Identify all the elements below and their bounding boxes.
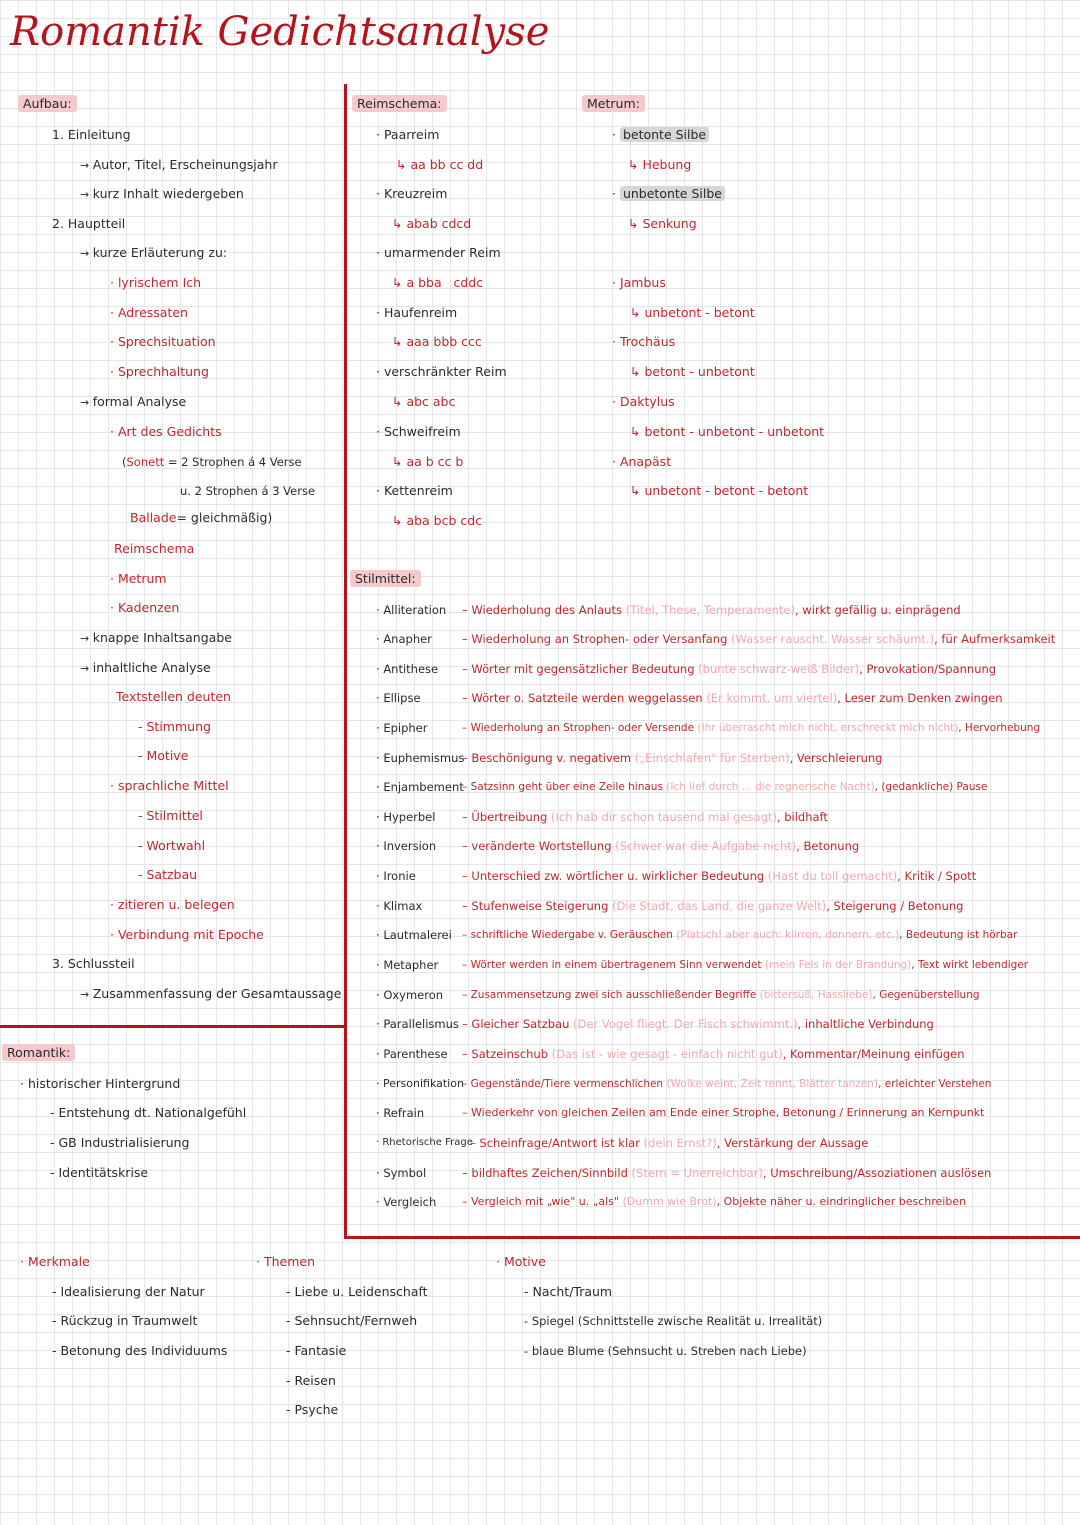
- reim-name: · umarmender Reim: [376, 245, 501, 260]
- stilmittel-def: – veränderte Wortstellung (Schwer war die Aufgabe nicht), Betonung: [462, 839, 860, 853]
- verbindung-label: · Verbindung mit Epoche: [110, 927, 264, 942]
- stilmittel-def: – Gegenstände/Tiere vermenschlichen (Wolke weint, Zeit rennt, Blätter tanzen), erleichter Verstehen: [462, 1078, 992, 1090]
- stilmittel-def: – Vergleich mit „wie" u. „als" (Dumm wie Brot), Objekte näher u. eindringlicher beschreiben: [462, 1195, 967, 1208]
- metrum-name: · Daktylus: [612, 394, 675, 409]
- merkmale-heading: · Merkmale: [20, 1254, 90, 1269]
- divider-vertical-main: [344, 84, 347, 1239]
- romantik-item: - GB Industrialisierung: [50, 1135, 190, 1150]
- stilmittel-name: · Ellipse: [376, 691, 421, 705]
- textstellen-item: - Stimmung: [138, 719, 211, 734]
- page-title: Romantik Gedichtsanalyse: [10, 9, 550, 55]
- stilmittel-name: · Ironie: [376, 869, 416, 883]
- stilmittel-def: – bildhaftes Zeichen/Sinnbild (Stern = Unerreichbar), Umschreibung/Assoziationen auslösen: [462, 1166, 992, 1180]
- schluss-label: 3. Schlussteil: [52, 956, 135, 971]
- reim-name: · Kreuzreim: [376, 186, 448, 201]
- reim-pattern: ↳ abc abc: [392, 394, 456, 409]
- metrum-hebung: ↳ Hebung: [628, 157, 692, 172]
- themen-item: - Sehnsucht/Fernweh: [286, 1313, 418, 1328]
- sprachlich-label: · sprachliche Mittel: [110, 778, 229, 793]
- stilmittel-name: · Inversion: [376, 839, 437, 853]
- merkmale-item: - Betonung des Individuums: [52, 1343, 228, 1358]
- stilmittel-name: · Hyperbel: [376, 810, 436, 824]
- stilmittel-name: · Oxymeron: [376, 988, 444, 1002]
- romantik-item: - Entstehung dt. Nationalgefühl: [50, 1105, 247, 1120]
- formal-label: → formal Analyse: [80, 394, 187, 409]
- stilmittel-def: – Satzsinn geht über eine Zeile hinaus (Ich lief durch ... die regnerische Nacht), (gedankliche) Pause: [462, 781, 988, 793]
- hauptteil-label: 2. Hauptteil: [52, 216, 126, 231]
- erlaeuterung-item: · lyrischem Ich: [110, 275, 202, 290]
- stilmittel-name: · Metapher: [376, 958, 439, 972]
- erlaeuterung-item: · Sprechsituation: [110, 334, 216, 349]
- reim-pattern: ↳ aa b cc b: [392, 454, 464, 469]
- stilmittel-def: – Zusammensetzung zwei sich ausschließender Begriffe (bittersüß, Hassliebe), Gegenüberstellung: [462, 989, 980, 1001]
- metrum-name: · Anapäst: [612, 454, 672, 469]
- reim-pattern: ↳ aa bb cc dd: [396, 157, 484, 172]
- stilmittel-def: – Stufenweise Steigerung (Die Stadt, das Land, die ganze Welt), Steigerung / Betonung: [462, 899, 964, 913]
- reim-pattern: ↳ a bba cddc: [392, 275, 484, 290]
- erlaeuterung-item: · Sprechhaltung: [110, 364, 209, 379]
- themen-item: - Fantasie: [286, 1343, 347, 1358]
- metrum-name: · Trochäus: [612, 334, 676, 349]
- sonett-line-2: u. 2 Strophen á 3 Verse: [180, 484, 316, 498]
- stilmittel-name: · Antithese: [376, 662, 439, 676]
- metrum-unbetont: · unbetonte Silbe: [612, 186, 725, 202]
- stilmittel-name: · Parallelismus: [376, 1017, 459, 1031]
- einleitung-item: → Autor, Titel, Erscheinungsjahr: [80, 157, 278, 172]
- stilmittel-name: · Rhetorische Frage: [376, 1137, 473, 1148]
- sprachlich-item: - Stilmittel: [138, 808, 203, 823]
- metrum-pattern: ↳ betont - unbetont - unbetont: [630, 424, 825, 439]
- metrum-pattern: ↳ unbetont - betont - betont: [630, 483, 809, 498]
- textstellen-item: - Motive: [138, 748, 189, 763]
- reimschema-heading: Reimschema:: [352, 96, 447, 112]
- divider-horizontal-left: [0, 1025, 346, 1028]
- stilmittel-def: – Übertreibung (Ich hab dir schon tausend mal gesagt), bildhaft: [462, 810, 828, 824]
- merkmale-item: - Rückzug in Traumwelt: [52, 1313, 198, 1328]
- stilmittel-def: – Wiederholung an Strophen- oder Versanfang (Wasser rauscht. Wasser schäumt.), für Aufmerksamkeit: [462, 632, 1056, 646]
- stilmittel-def: – Wörter o. Satzteile werden weggelassen (Er kommt. um viertel), Leser zum Denken zwingen: [462, 691, 1003, 705]
- knappe-label: → knappe Inhaltsangabe: [80, 630, 232, 645]
- motive-item: - Nacht/Traum: [524, 1284, 613, 1299]
- metrum-senkung: ↳ Senkung: [628, 216, 697, 231]
- stilmittel-name: · Klimax: [376, 899, 423, 913]
- themen-item: - Psyche: [286, 1402, 339, 1417]
- stilmittel-def: – Wörter werden in einem übertragenem Sinn verwendet (mein Fels in der Brandung), Text wirkt lebendiger: [462, 959, 1029, 971]
- reim-pattern: ↳ aba bcb cdc: [392, 513, 483, 528]
- metrum-betont: · betonte Silbe: [612, 127, 709, 143]
- stilmittel-name: · Personifikation: [376, 1077, 464, 1090]
- metrum-pattern: ↳ betont - unbetont: [630, 364, 755, 379]
- stilmittel-name: · Lautmalerei: [376, 928, 452, 942]
- stilmittel-name: · Symbol: [376, 1166, 427, 1180]
- merkmale-item: - Idealisierung der Natur: [52, 1284, 205, 1299]
- stilmittel-def: – Wiederkehr von gleichen Zeilen am Ende einer Strophe, Betonung / Erinnerung an Kernpunkt: [462, 1106, 985, 1119]
- metrum-pattern: ↳ unbetont - betont: [630, 305, 755, 320]
- zusammenfassung-label: → Zusammenfassung der Gesamtaussage: [80, 986, 342, 1001]
- stilmittel-name: · Refrain: [376, 1106, 425, 1120]
- erlaeuterung-item: · Adressaten: [110, 305, 188, 320]
- formal-item: Reimschema: [114, 541, 195, 556]
- stilmittel-name: · Epipher: [376, 721, 428, 735]
- einleitung-label: 1. Einleitung: [52, 127, 131, 142]
- stilmittel-def: – schriftliche Wiedergabe v. Geräuschen (Platsch! aber auch: klirren, donnern, etc.), Bedeutung ist hörbar: [462, 929, 1018, 941]
- ballade-line: Ballade= gleichmäßig): [130, 510, 273, 525]
- romantik-item: - Identitätskrise: [50, 1165, 149, 1180]
- reim-name: · Paarreim: [376, 127, 440, 142]
- stilmittel-name: · Alliteration: [376, 603, 447, 617]
- stilmittel-name: · Anapher: [376, 632, 432, 646]
- stilmittel-name: · Parenthese: [376, 1047, 448, 1061]
- stilmittel-def: – Wiederholung des Anlauts (Titel, These, Temperamente), wirkt gefällig u. einprägend: [462, 603, 961, 617]
- stilmittel-def: – Wörter mit gegensätzlicher Bedeutung (bunte schwarz-weiß Bilder), Provokation/Spannung: [462, 662, 997, 676]
- formal-item: · Metrum: [110, 571, 167, 586]
- stilmittel-def: – Unterschied zw. wörtlicher u. wirklicher Bedeutung (Hast du toll gemacht), Kritik / Spott: [462, 869, 977, 883]
- themen-item: - Liebe u. Leidenschaft: [286, 1284, 428, 1299]
- textstellen-label: Textstellen deuten: [116, 689, 231, 704]
- aufbau-heading: Aufbau:: [18, 96, 77, 112]
- reim-pattern: ↳ abab cdcd: [392, 216, 472, 231]
- reim-name: · verschränkter Reim: [376, 364, 507, 379]
- reim-pattern: ↳ aaa bbb ccc: [392, 334, 482, 349]
- reim-name: · Schweifreim: [376, 424, 461, 439]
- reim-name: · Haufenreim: [376, 305, 458, 320]
- romantik-heading: Romantik:: [2, 1045, 75, 1061]
- sprachlich-item: - Satzbau: [138, 867, 198, 882]
- metrum-heading: Metrum:: [582, 96, 645, 112]
- stilmittel-def: – Scheinfrage/Antwort ist klar (dein Ernst?), Verstärkung der Aussage: [470, 1136, 869, 1150]
- stilmittel-def: – Wiederholung an Strophen- oder Versende (Ihr überrascht mich nicht, erschreckt mich nicht), Hervorhebung: [462, 722, 1041, 734]
- romantik-hintergrund: · historischer Hintergrund: [20, 1076, 181, 1091]
- erlaeuterung-label: → kurze Erläuterung zu:: [80, 245, 228, 260]
- art-label: · Art des Gedichts: [110, 424, 222, 439]
- motive-item: - blaue Blume (Sehnsucht u. Streben nach Liebe): [524, 1344, 807, 1358]
- stilmittel-def: – Gleicher Satzbau (Der Vogel fliegt. Der Fisch schwimmt.), inhaltliche Verbindung: [462, 1017, 934, 1031]
- motive-item: - Spiegel (Schnittstelle zwische Realität u. Irrealität): [524, 1314, 823, 1328]
- metrum-name: · Jambus: [612, 275, 666, 290]
- stilmittel-def: – Beschönigung v. negativem („Einschlafen" für Sterben), Verschleierung: [462, 751, 883, 765]
- divider-horizontal-bottom: [344, 1236, 1080, 1239]
- formal-item: · Kadenzen: [110, 600, 180, 615]
- einleitung-item: → kurz Inhalt wiedergeben: [80, 186, 244, 201]
- stilmittel-def: – Satzeinschub (Das ist - wie gesagt - einfach nicht gut), Kommentar/Meinung einfügen: [462, 1047, 965, 1061]
- zitieren-label: · zitieren u. belegen: [110, 897, 235, 912]
- themen-heading: · Themen: [256, 1254, 315, 1269]
- reim-name: · Kettenreim: [376, 483, 453, 498]
- themen-item: - Reisen: [286, 1373, 336, 1388]
- motive-heading: · Motive: [496, 1254, 546, 1269]
- sprachlich-item: - Wortwahl: [138, 838, 206, 853]
- stilmittel-name: · Enjambement: [376, 780, 464, 794]
- inhaltlich-label: → inhaltliche Analyse: [80, 660, 211, 675]
- stilmittel-name: · Vergleich: [376, 1195, 437, 1209]
- sonett-line: (Sonett = 2 Strophen á 4 Verse: [122, 455, 302, 469]
- stilmittel-heading: Stilmittel:: [350, 571, 421, 587]
- stilmittel-name: · Euphemismus: [376, 751, 465, 765]
